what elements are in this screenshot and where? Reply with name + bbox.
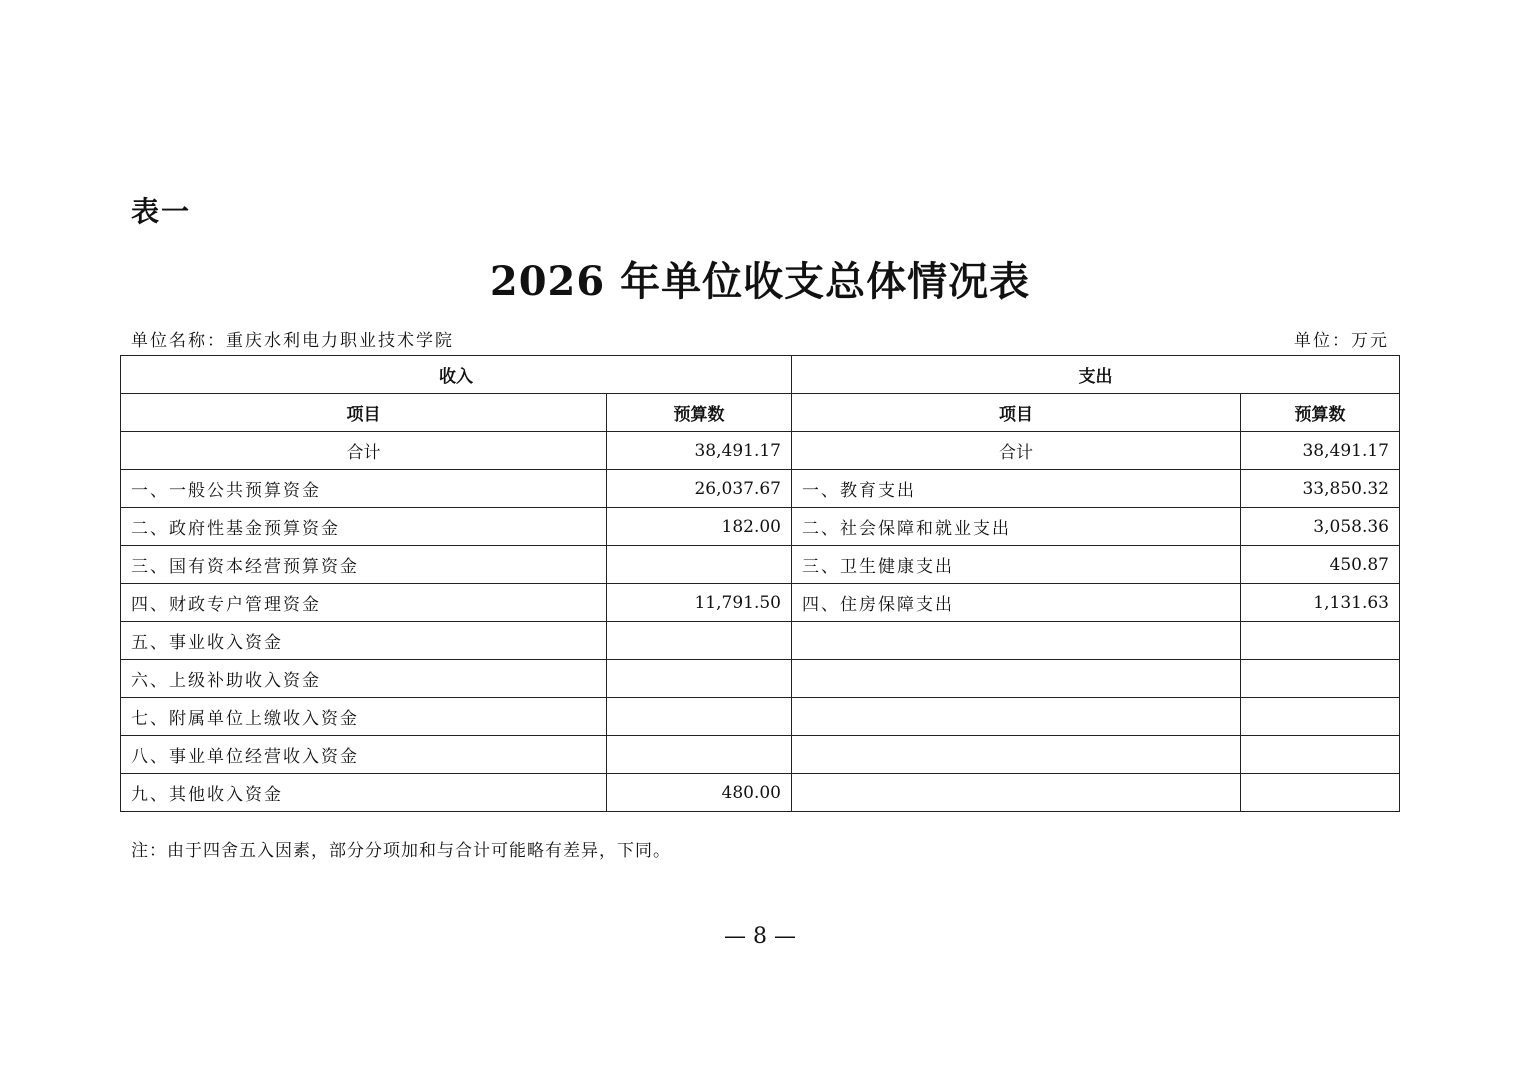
income-item-header: 项目	[121, 394, 607, 432]
unit-label: 单位：万元	[1294, 331, 1389, 351]
expense-item	[792, 736, 1241, 774]
expense-item	[792, 774, 1241, 812]
table-row	[121, 508, 1400, 546]
income-item: 一、一般公共预算资金	[121, 470, 607, 508]
table-row	[121, 622, 1400, 660]
expense-item: 一、教育支出	[792, 470, 1241, 508]
income-amount	[607, 546, 792, 584]
expense-item: 二、社会保障和就业支出	[792, 508, 1241, 546]
income-amount: 182.00	[607, 508, 792, 546]
income-amount: 11,791.50	[607, 584, 792, 622]
table-row	[121, 698, 1400, 736]
income-item: 三、国有资本经营预算资金	[121, 546, 607, 584]
expense-amount: 33,850.32	[1241, 470, 1400, 508]
expense-amount: 450.87	[1241, 546, 1400, 584]
income-item: 九、其他收入资金	[121, 774, 607, 812]
expense-amount: 38,491.17	[1241, 432, 1400, 470]
expense-item	[792, 622, 1241, 660]
income-item: 七、附属单位上缴收入资金	[121, 698, 607, 736]
expense-header: 支出	[792, 356, 1400, 394]
expense-item: 三、卫生健康支出	[792, 546, 1241, 584]
unit-name: 单位名称：重庆水利电力职业技术学院	[131, 331, 454, 351]
expense-amount: 1,131.63	[1241, 584, 1400, 622]
table-row	[121, 736, 1400, 774]
expense-item	[792, 698, 1241, 736]
expense-item-header: 项目	[792, 394, 1241, 432]
column-header-row	[121, 394, 1400, 432]
expense-amount: 3,058.36	[1241, 508, 1400, 546]
page-number: — 8 —	[724, 924, 796, 949]
income-item: 二、政府性基金预算资金	[121, 508, 607, 546]
total-row	[121, 432, 1400, 470]
income-item: 六、上级补助收入资金	[121, 660, 607, 698]
expense-item: 四、住房保障支出	[792, 584, 1241, 622]
expense-amount	[1241, 660, 1400, 698]
income-amount	[607, 736, 792, 774]
income-item: 五、事业收入资金	[121, 622, 607, 660]
budget-table	[120, 355, 1400, 812]
expense-item: 合计	[792, 432, 1241, 470]
expense-amount	[1241, 774, 1400, 812]
page-title: 2026 年单位收支总体情况表	[489, 258, 1031, 305]
income-amount	[607, 622, 792, 660]
expense-amount	[1241, 622, 1400, 660]
expense-amount-header: 预算数	[1241, 394, 1400, 432]
table-label: 表一	[131, 195, 192, 228]
income-amount	[607, 660, 792, 698]
income-amount: 480.00	[607, 774, 792, 812]
expense-amount	[1241, 736, 1400, 774]
table-note: 注：由于四舍五入因素，部分分项加和与合计可能略有差异，下同。	[131, 841, 671, 861]
table-row	[121, 774, 1400, 812]
table-row	[121, 660, 1400, 698]
income-item: 八、事业单位经营收入资金	[121, 736, 607, 774]
income-item: 四、财政专户管理资金	[121, 584, 607, 622]
table-header-row	[121, 356, 1400, 394]
income-amount	[607, 698, 792, 736]
expense-item	[792, 660, 1241, 698]
income-header: 收入	[121, 356, 792, 394]
table-row	[121, 546, 1400, 584]
expense-amount	[1241, 698, 1400, 736]
table-row	[121, 470, 1400, 508]
income-amount: 26,037.67	[607, 470, 792, 508]
income-item: 合计	[121, 432, 607, 470]
income-amount-header: 预算数	[607, 394, 792, 432]
income-amount: 38,491.17	[607, 432, 792, 470]
table-row	[121, 584, 1400, 622]
